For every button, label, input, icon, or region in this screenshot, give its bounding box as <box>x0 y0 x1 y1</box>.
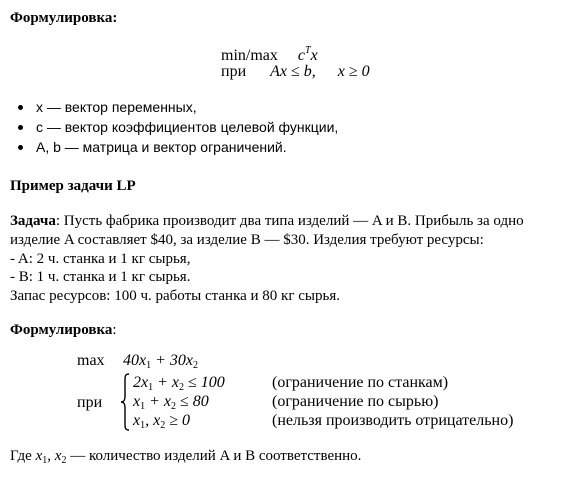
example-objective: $40x_1 + 30x_2$ <box>123 352 199 371</box>
list-item <box>0 137 338 157</box>
definitions-list <box>0 97 338 157</box>
variables-explanation <box>10 447 361 470</box>
task-line-2: изделие A составляет $40, за изделие B — $30. Изделия требуют ресурсы: <box>10 232 484 248</box>
resource-a: - A: 2 ч. станка и 1 кг сырья, <box>10 251 191 267</box>
list-item <box>0 117 338 137</box>
task-line-1 <box>10 212 524 230</box>
constraint-note-2: (ограничение по сырью) <box>272 393 439 410</box>
bullet-var: c <box>36 119 43 135</box>
formulation-heading-1: Формулировка: <box>10 10 118 26</box>
bullet-var: A, b <box>36 139 61 155</box>
constraint-ax-le-b: Ax ≤ b, <box>270 63 316 80</box>
constraint-word: при <box>221 63 247 80</box>
bullet-var: x <box>36 99 43 115</box>
constraint-x-ge-0: x ≥ 0 <box>337 63 370 80</box>
constraint-row-2: $x_1 + x_2 \le 80$ <box>133 393 209 412</box>
objective-line <box>221 42 318 65</box>
objective-operator: min/max <box>221 47 278 64</box>
task-label: Задача <box>10 213 56 229</box>
resource-b: - B: 1 ч. станка и 1 кг сырья. <box>10 269 191 285</box>
bullet-text: — вектор переменных, <box>43 99 197 115</box>
bullet-text: — вектор коэффициентов целевой функции, <box>43 119 339 135</box>
resource-stock: Запас ресурсов: 100 ч. работы станка и 80 кг сырья. <box>10 288 340 304</box>
footer-vars: $x_1$, $x_2$ <box>35 448 67 466</box>
constraint-row-3: $x_1$, $x_2 \ge 0$ <box>133 412 190 431</box>
formulation-heading-2 <box>10 321 117 339</box>
constraint-row-1: $2x_1 + x_2 \le 100$ <box>133 374 225 393</box>
constraint-note-1: (ограничение по станкам) <box>272 374 449 391</box>
formulation-heading-text: Формулировка <box>10 322 113 338</box>
bullet-text: — матрица и вектор ограничений. <box>60 139 287 155</box>
example-heading: Пример задачи LP <box>10 178 136 194</box>
footer-prefix: Где <box>10 448 36 464</box>
footer-suffix: — количество изделий A и B соответственно. <box>66 448 362 464</box>
task-text: : Пусть фабрика производит два типа изделий — A и B. Прибыль за одно <box>55 213 524 229</box>
list-item <box>0 97 338 117</box>
formulation-heading-colon: : <box>112 322 117 338</box>
left-brace-icon <box>120 373 130 431</box>
constraint-note-3: (нельзя производить отрицательно) <box>272 412 514 429</box>
pri-word: при <box>77 394 103 411</box>
constraint-line <box>221 63 370 81</box>
objective-expression: $c^Tx$ <box>297 45 318 64</box>
max-word: max <box>77 352 105 369</box>
